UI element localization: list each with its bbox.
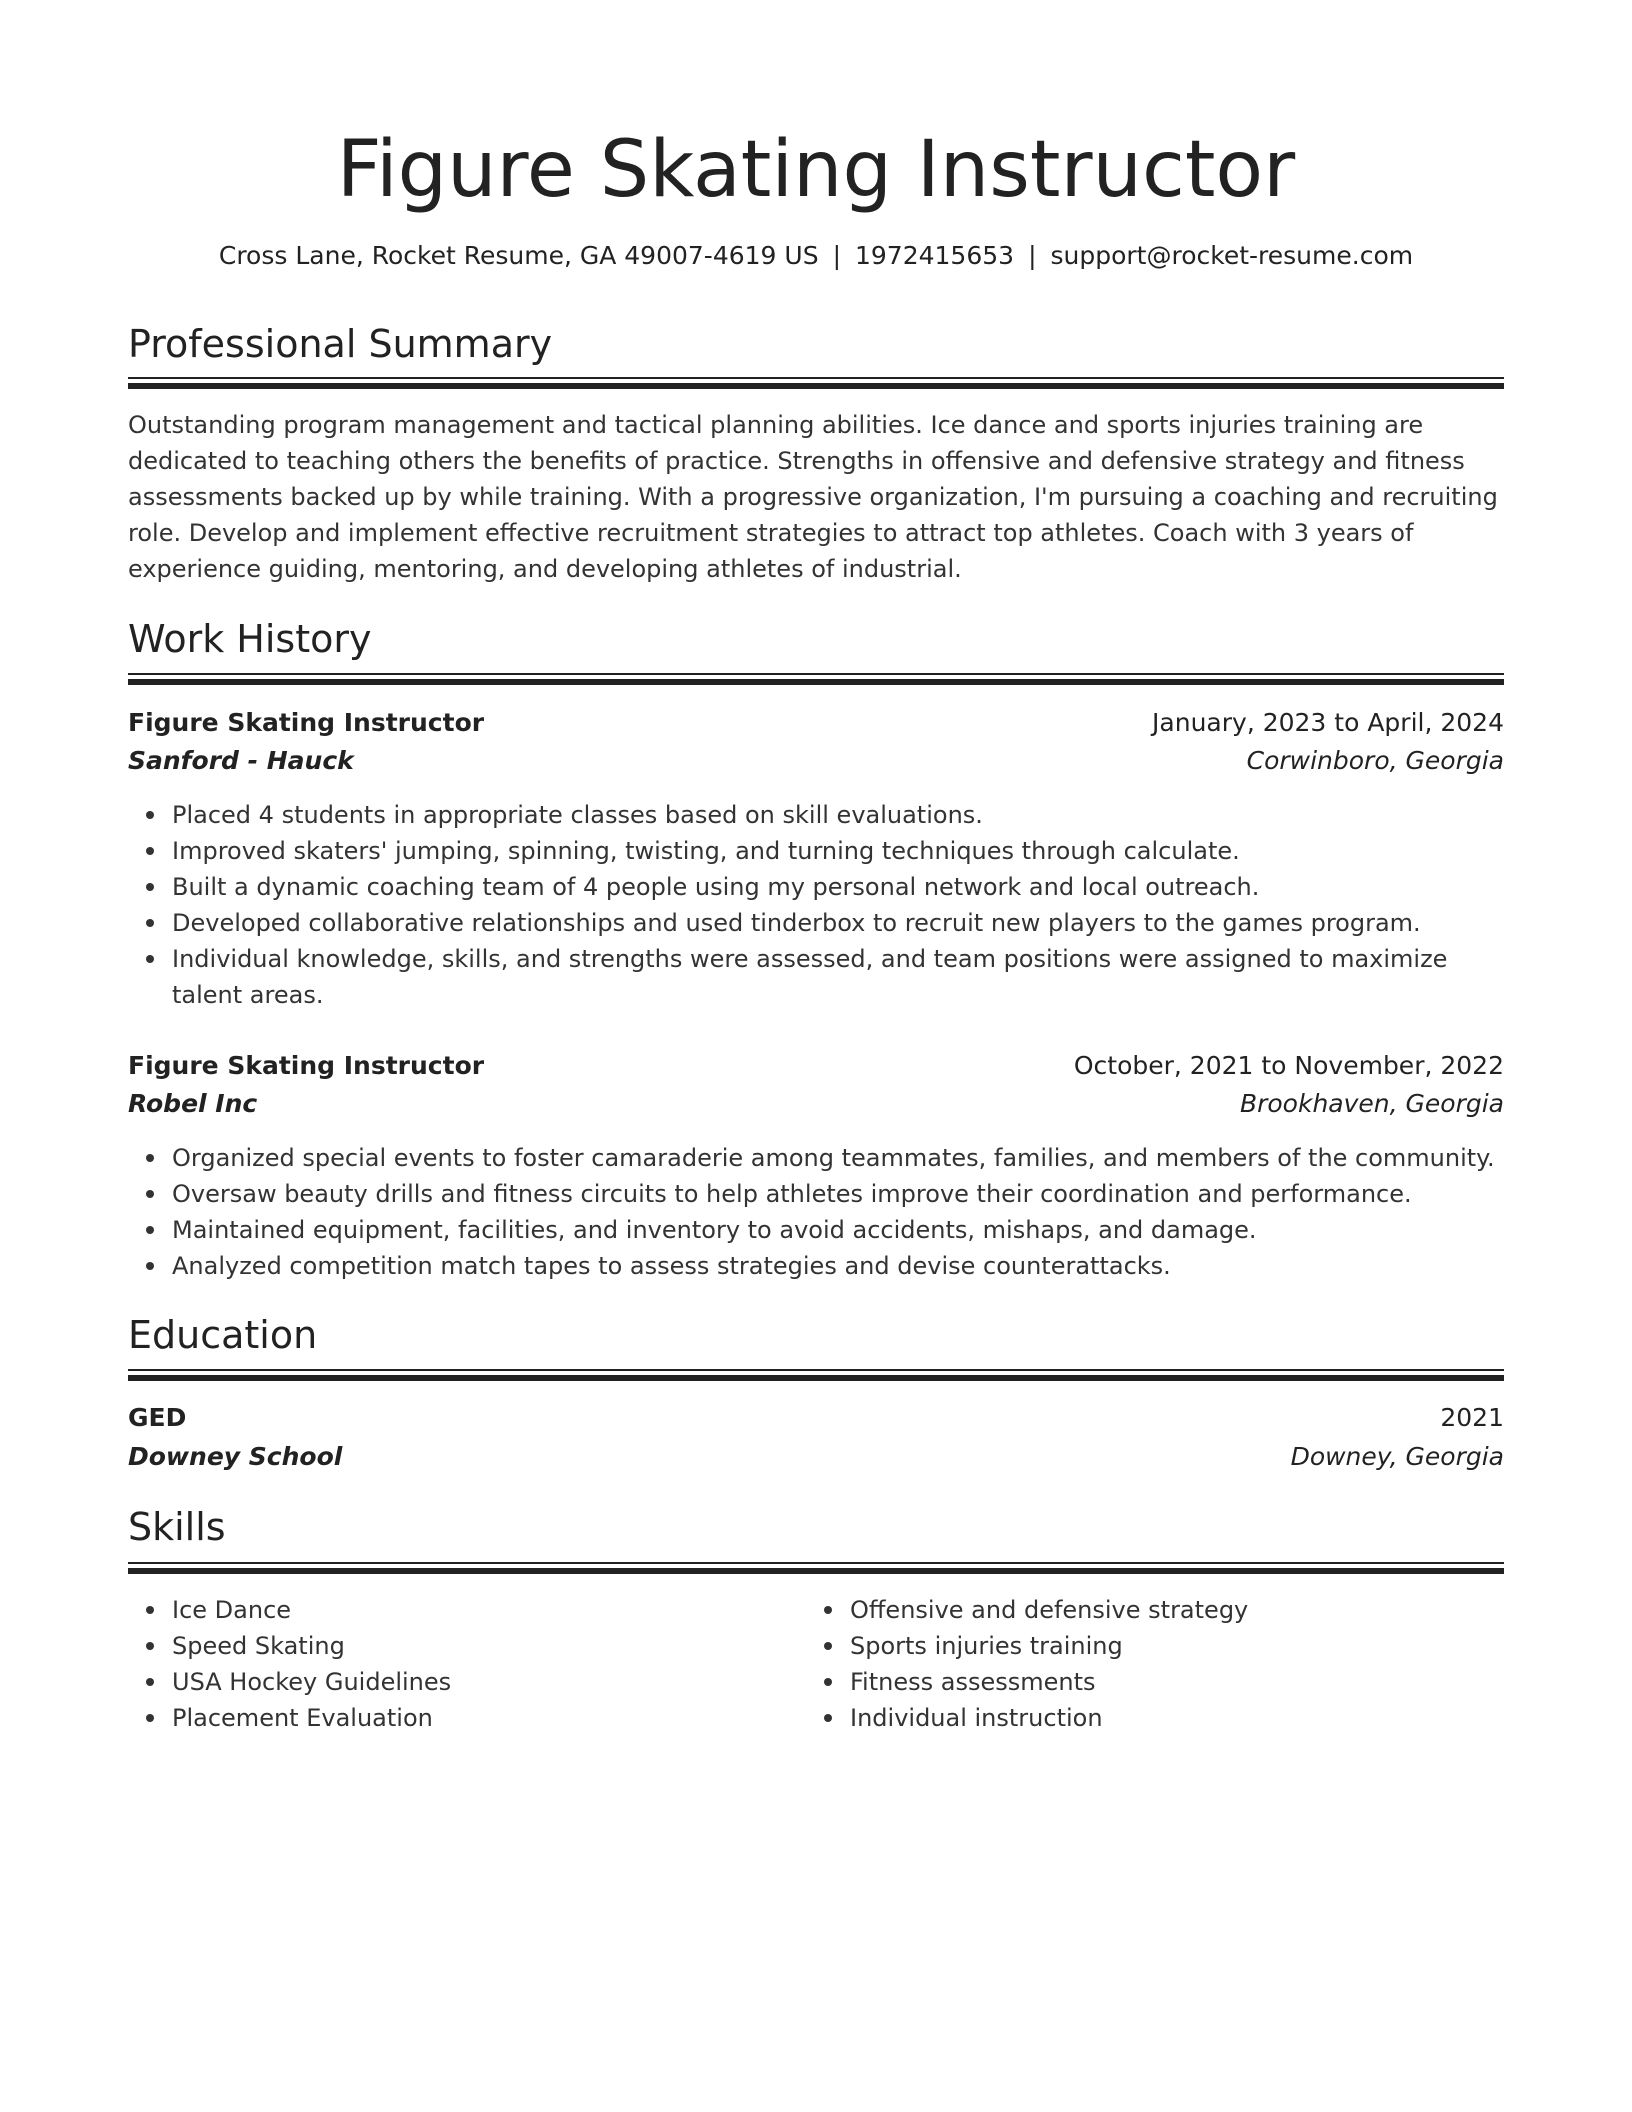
contact-address: Cross Lane, Rocket Resume, GA 49007-4619 US xyxy=(218,241,819,270)
job-title: Figure Skating Instructor xyxy=(128,708,485,737)
skills-list-right xyxy=(806,1592,1548,1736)
job-company: Robel Inc xyxy=(128,1089,258,1118)
section-title-education: Education xyxy=(128,1313,318,1357)
job-company-row xyxy=(128,742,1504,780)
list-item: Organized special events to foster camaraderie among teammates, families, and members of the community. xyxy=(172,1140,1504,1176)
list-item: Individual knowledge, skills, and strengths were assessed, and team positions were assigned to maximize talent areas. xyxy=(172,941,1504,1013)
job-title: Figure Skating Instructor xyxy=(128,1051,485,1080)
section-divider xyxy=(128,1369,1504,1381)
education-location: Downey, Georgia xyxy=(1290,1442,1504,1471)
skill-item: Placement Evaluation xyxy=(172,1700,812,1736)
contact-phone: 1972415653 xyxy=(855,241,1015,270)
list-item: Maintained equipment, facilities, and inventory to avoid accidents, mishaps, and damage. xyxy=(172,1212,1504,1248)
list-item: Analyzed competition match tapes to assess strategies and devise counterattacks. xyxy=(172,1248,1504,1284)
job-company: Sanford - Hauck xyxy=(128,746,354,775)
job-dates: October, 2021 to November, 2022 xyxy=(1073,1051,1504,1080)
section-title-skills: Skills xyxy=(128,1505,226,1549)
section-title-summary: Professional Summary xyxy=(128,322,553,366)
section-divider xyxy=(128,1562,1504,1574)
education-school: Downey School xyxy=(128,1442,343,1471)
contact-separator: | xyxy=(1028,241,1037,270)
skill-item: Speed Skating xyxy=(172,1628,812,1664)
job-bullets xyxy=(128,797,1504,1013)
list-item: Improved skaters' jumping, spinning, twisting, and turning techniques through calculate. xyxy=(172,833,1504,869)
skills-list-left xyxy=(128,1592,812,1736)
section-divider xyxy=(128,377,1504,389)
skill-item: Individual instruction xyxy=(850,1700,1548,1736)
section-title-work: Work History xyxy=(128,617,372,661)
job-location: Brookhaven, Georgia xyxy=(1239,1089,1504,1118)
summary-text: Outstanding program management and tactical planning abilities. Ice dance and sports injuries training are dedicated to teaching others the benefits of practice. Strengths in offensive and defensive strategy and fitness assessments backed up by while training. With a progressive organization, I'm pursuing a coaching and recruiting role. Develop and implement effective recruitment strategies to attract top athletes. Coach with 3 years of experience guiding, mentoring, and developing athletes of industrial. xyxy=(128,411,1498,583)
contact-separator: | xyxy=(832,241,841,270)
list-item: Oversaw beauty drills and fitness circuits to help athletes improve their coordination and performance. xyxy=(172,1176,1504,1212)
job-header xyxy=(128,704,1504,742)
job-header xyxy=(128,1047,1504,1085)
education-year: 2021 xyxy=(1440,1403,1504,1432)
contact-line xyxy=(128,236,1504,276)
education-school-row xyxy=(128,1438,1504,1476)
job-location: Corwinboro, Georgia xyxy=(1246,746,1504,775)
education-header xyxy=(128,1399,1504,1437)
section-divider xyxy=(128,673,1504,685)
job-company-row xyxy=(128,1085,1504,1123)
list-item: Built a dynamic coaching team of 4 people using my personal network and local outreach. xyxy=(172,869,1504,905)
skill-item: Ice Dance xyxy=(172,1592,812,1628)
skill-item: Sports injuries training xyxy=(850,1628,1548,1664)
list-item: Placed 4 students in appropriate classes based on skill evaluations. xyxy=(172,797,1504,833)
skill-item: Fitness assessments xyxy=(850,1664,1548,1700)
contact-email: support@rocket-resume.com xyxy=(1050,241,1414,270)
education-degree: GED xyxy=(128,1403,187,1432)
list-item: Developed collaborative relationships and used tinderbox to recruit new players to the games program. xyxy=(172,905,1504,941)
job-dates: January, 2023 to April, 2024 xyxy=(1152,708,1504,737)
skill-item: Offensive and defensive strategy xyxy=(850,1592,1548,1628)
skill-item: USA Hockey Guidelines xyxy=(172,1664,812,1700)
job-bullets xyxy=(128,1140,1504,1284)
resume-name: Figure Skating Instructor xyxy=(336,125,1296,215)
